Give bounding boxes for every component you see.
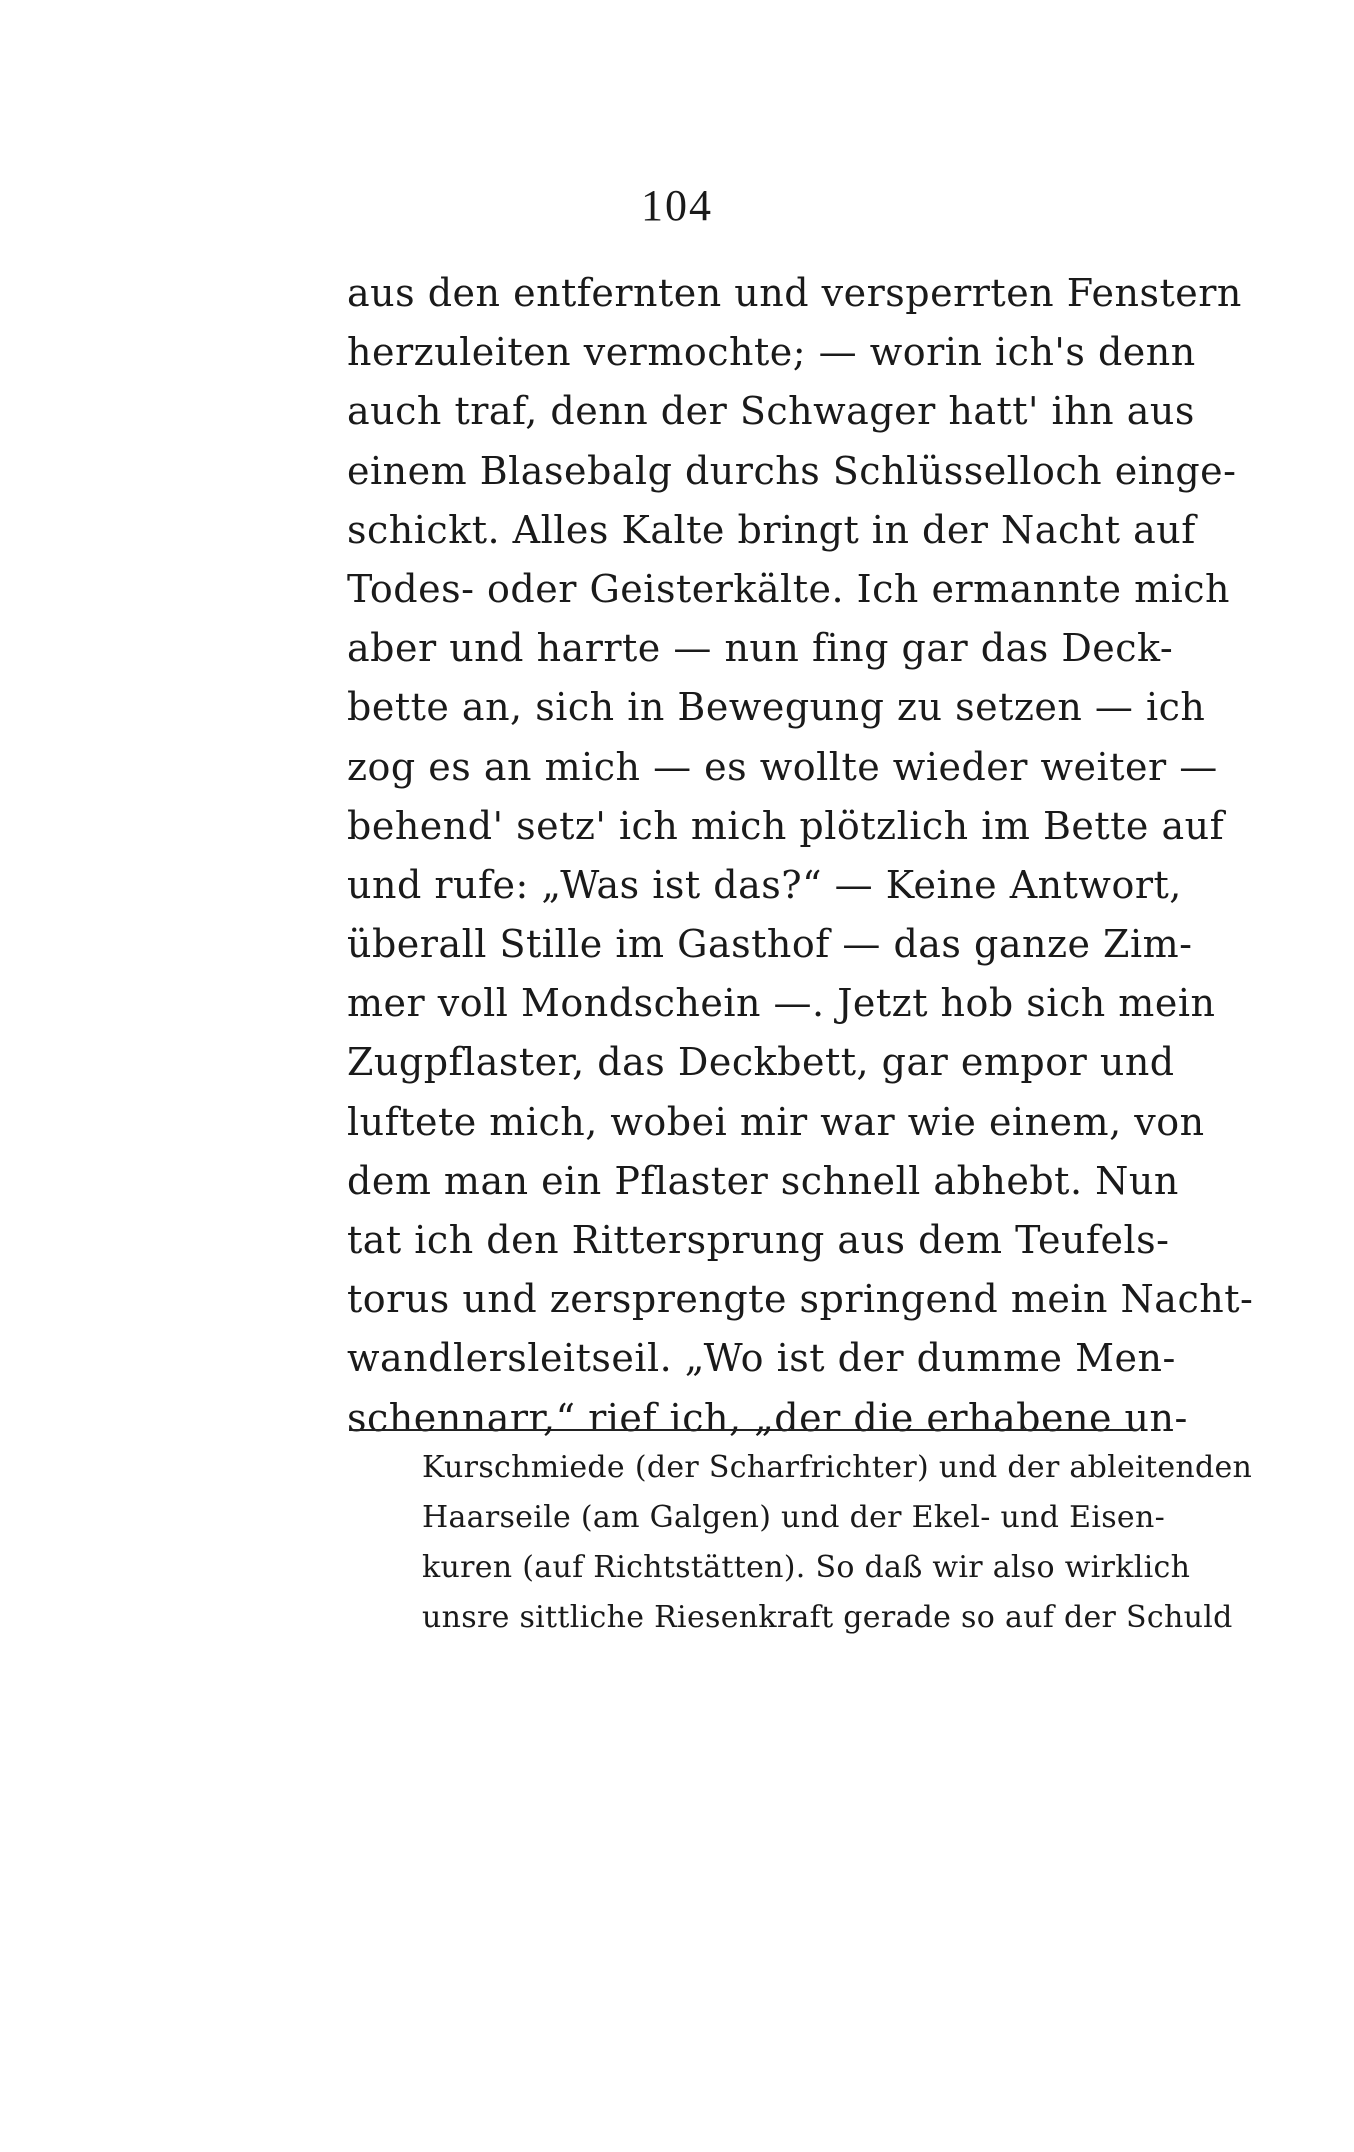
text-line: auch traf, denn der Schwager hatt' ihn aus	[347, 389, 1195, 434]
text-line: herzuleiten vermochte; — worin ich's denn	[347, 330, 1196, 375]
text-line: aus den entfernten und versperrten Fenstern	[347, 271, 1242, 315]
text-line: aber und harrte — nun fing gar das Deck-	[347, 626, 1174, 671]
text-line: wandlersleitseil. „Wo ist der dumme Men-	[347, 1336, 1176, 1381]
text-line: schickt. Alles Kalte bringt in der Nacht auf	[347, 507, 1196, 552]
text-line: behend' setz' ich mich plötzlich im Bette auf	[347, 803, 1225, 848]
text-line: überall Stille im Gasthof — das ganze Zim-	[347, 922, 1193, 967]
text-line: zog es an mich — es wollte wieder weiter —	[347, 744, 1218, 789]
text-line: tat ich den Rittersprung aus dem Teufels-	[347, 1218, 1170, 1262]
footnote-divider	[349, 1429, 1137, 1431]
text-line: torus und zersprengte springend mein Nacht-	[347, 1277, 1254, 1322]
text-line: dem man ein Pflaster schnell abhebt. Nun	[347, 1158, 1179, 1203]
text-line: Todes- oder Geisterkälte. Ich ermannte mich	[347, 566, 1231, 611]
text-line: Zugpflaster, das Deckbett, gar empor und	[347, 1040, 1175, 1085]
text-line: schennarr,“ rief ich, „der die erhabene un-	[347, 1395, 1188, 1440]
footnote-line: Haarseile (am Galgen) und der Ekel- und Eisen-	[422, 1500, 1166, 1535]
footnote-line: unsre sittliche Riesenkraft gerade so auf der Schuld	[422, 1600, 1233, 1635]
footnote-line: Kurschmiede (der Scharfrichter) und der ableitenden	[422, 1450, 1253, 1485]
body-text	[347, 264, 1254, 1448]
page-number: 104	[641, 181, 713, 230]
text-line: luftete mich, wobei mir war wie einem, von	[347, 1099, 1205, 1144]
text-line: bette an, sich in Bewegung zu setzen — ich	[347, 685, 1206, 730]
text-line: mer voll Mondschein —. Jetzt hob sich mein	[347, 981, 1216, 1026]
footnote-line: kuren (auf Richtstätten). So daß wir also wirklich	[422, 1550, 1191, 1585]
text-line: einem Blasebalg durchs Schlüsselloch einge-	[347, 448, 1237, 493]
text-line: und rufe: „Was ist das?“ — Keine Antwort,	[347, 862, 1182, 907]
footnote	[422, 1443, 1253, 1643]
